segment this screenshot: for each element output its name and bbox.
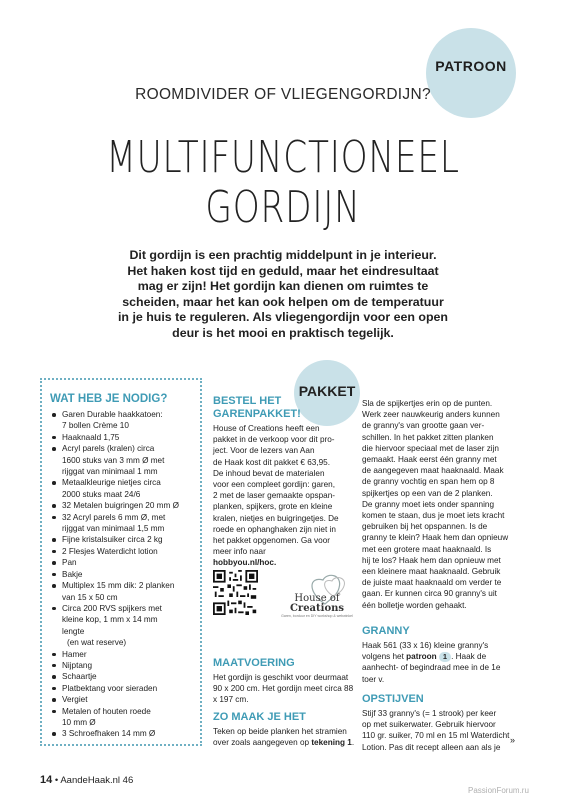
patroon-badge-label: PATROON [435,58,507,74]
intro-line: deur is het mooi en praktisch tegelijk. [172,325,394,340]
materials-item [52,477,198,500]
materials-item [52,671,198,682]
pakket-line: roede en ophanghaken zijn niet in [213,524,336,534]
materials-item-line: Platbektang voor sieraden [62,683,158,693]
pakket-line: het pakket opgenomen. Ga voor [213,536,330,546]
materials-item-line: Schaartje [62,672,97,682]
instructions-line: met een grotere maat haaknaald. Is [362,544,492,554]
materials-item-line: Vergiet [62,695,88,705]
materials-item-line: 2000 stuks maat 24/6 [62,489,141,499]
bullet-icon [52,664,56,668]
materials-note: (en wat reserve) [67,638,127,648]
bullet-icon [52,584,56,588]
pakket-badge-label: PAKKET [298,383,356,399]
granny-text [362,640,522,685]
materials-item [52,443,198,477]
instructions-line: gebruiken bij het opspannen. Is de [362,522,488,532]
materials-item-line: van 15 x 50 cm [62,592,118,602]
pakket-line: House of Creations heeft een [213,424,320,433]
materials-item-line: lengte [62,626,85,636]
materials-item-line: 2 Flesjes Waterdicht lotion [62,546,158,556]
materials-item-line: 1600 stuks van 3 mm Ø met [62,455,165,465]
instructions-line: een kleinere maat haaknaald. Gebruik [362,567,501,577]
pakket-line: de Haak kost dit pakket € 63,95. [213,457,330,467]
instructions-line: de juiste maat haaknaald om verder te [362,578,502,588]
materials-heading: WAT HEB JE NODIG? [50,393,168,405]
materials-item [52,569,198,580]
page-footer [40,774,133,786]
watermark: PassionForum.ru [468,786,529,795]
granny-line-part: volgens het [362,652,407,662]
granny-pattern-ref: patroon [406,652,437,662]
pakket-heading-line: GARENPAKKET! [213,407,301,420]
materials-item [52,580,198,603]
materials-item [52,728,198,739]
bullet-icon [52,687,56,691]
continue-arrow-icon: » [510,735,516,745]
article-kicker: ROOMDIVIDER OF VLIEGENGORDIJN? [135,86,431,103]
instructions-line: Werk zeer nauwkeurig anders kunnen [362,410,500,420]
qr-code-icon[interactable] [213,570,258,615]
bullet-icon [52,447,56,451]
pakket-line: pakket in de verkoop voor dit pro- [213,435,335,445]
pakket-heading-line: BESTEL HET [213,395,282,407]
zo-maak-drawing-ref: tekening 1 [311,738,352,747]
intro-line: Het haken kost tijd en geduld, maar het eindresultaat [127,263,439,278]
instructions-line: die hiervoor speciaal met de laser zijn [362,443,499,453]
materials-item-line: Haaknaald 1,75 [62,432,120,442]
logo-line: Creations [289,603,345,614]
intro-line: Dit gordijn is een prachtig middelpunt in je interieur. [129,248,437,262]
page-number: 14 [40,774,53,786]
materials-item [52,694,198,705]
maatvoering-heading: MAATVOERING [213,657,295,669]
bullet-icon [52,481,56,485]
bullet-icon [52,413,56,417]
pakket-line: meer info naar [213,547,266,557]
materials-item-line: kleine kop, 1 mm x 14 mm [62,615,158,625]
materials-item-line: Acryl parels (kralen) circa [62,444,155,454]
bullet-icon [52,573,56,577]
granny-line-part: . Haak de [451,652,487,662]
bullet-icon [52,561,56,565]
intro-line: in je huis te reguleren. Als vliegengordijn voor een open [117,310,449,325]
instructions-line: de granny's van grootte gaan ver- [362,421,485,431]
zo-maak-line-part: . [351,738,355,747]
materials-item [52,432,198,443]
bullet-icon [52,538,56,542]
instructions-line: de aangegeven maat haaknaald. Maak [362,466,504,476]
maatvoering-text [213,672,358,706]
footer-bullet: • [54,775,59,786]
zo-maak-text [213,726,358,737]
granny-line [362,651,522,662]
granny-line: Haak 561 (33 x 16) kleine granny's [362,641,489,650]
materials-item-line: Metaalkleurige nietjes circa [62,478,161,488]
materials-item [52,660,198,671]
instructions-text [362,398,522,611]
materials-item-line: Pan [62,558,77,568]
opstijven-line: op met suikerwater. Gebruik hiervoor [362,720,496,730]
materials-item-line: 32 Acryl parels 6 mm Ø, met [62,512,166,522]
bullet-icon [52,436,56,440]
bullet-icon [52,516,56,520]
article-title-line-2: GORDIJN [205,182,361,233]
materials-item-line: Multiplex 15 mm dik: 2 planken [62,581,175,591]
pattern-step-pill: 1 [439,652,451,662]
bullet-icon [52,550,56,554]
materials-item-line: rijggat van minimaal 1 mm [62,467,158,477]
zo-maak-line-part: over zoals aangegeven op [213,738,312,747]
materials-item-line: Metalen of houten roede [62,706,151,716]
materials-item-line: 3 Schroefhaken 14 mm Ø [62,729,156,739]
opstijven-text [362,708,522,753]
bullet-icon [52,698,56,702]
materials-item [52,409,198,432]
article-title-line-1: MULTIFUNCTIONEEL [106,132,460,183]
instructions-line: schillen. In het pakket zitten planken [362,432,494,442]
maatvoering-line: Het gordijn is geschikt voor deurmaat [213,673,349,682]
logo-line: House of [294,593,340,604]
instructions-line: spijkertjes op een van de 2 planken. [362,488,493,498]
instructions-line: komen te staan, dus je moet iets kracht [362,511,505,521]
materials-item-line: Nijptang [62,660,93,670]
zo-maak-heading: ZO MAAK JE HET [213,711,306,723]
instructions-line: gaan. Er kunnen circa 90 granny's uit [362,589,497,599]
pakket-line: De inhoud bevat de materialen [213,468,325,478]
materials-item [52,534,198,545]
materials-item [52,512,198,535]
materials-item-line: Garen Durable haakkatoen: [62,410,163,419]
materials-item [52,683,198,694]
materials-item [52,500,198,511]
materials-list [52,409,198,740]
instructions-line: één bolletje worden gehaakt. [362,600,467,610]
instructions-line: Sla de spijkertjes erin op de punten. [362,399,493,408]
materials-item-line: Hamer [62,649,87,659]
granny-heading: GRANNY [362,625,410,637]
materials-item [52,649,198,660]
materials-item-line: Fijne kristalsuiker circa 2 kg [62,535,163,545]
pakket-line: voor een compleet gordijn: garen, [213,480,335,490]
issue-label: AandeHaak.nl 46 [60,775,134,786]
pakket-link-suffix: . [273,558,277,568]
materials-item [52,546,198,557]
instructions-line: granny te klein? Haak hem dan opnieuw [362,533,509,543]
pakket-text [213,423,353,569]
intro-line: scheiden, maar het kan ook helpen om de temperatuur [122,294,444,309]
materials-item [52,557,198,568]
materials-item-line: 32 Metalen buigringen 20 mm Ø [62,501,179,511]
bullet-icon [52,675,56,679]
materials-item-line: Bakje [62,569,83,579]
logo-subtitle: Garen, borduur en DIY workshop & webwinkel [281,614,353,618]
maatvoering-line: 90 x 200 cm. Het gordijn meet circa 88 [213,684,354,694]
pakket-heading [213,395,301,420]
bullet-icon [52,653,56,657]
materials-item-line: 7 bollen Crème 10 [62,421,129,431]
pakket-line: planken, spijkers, grote en kleine [213,502,333,512]
logo-wordmark [280,594,354,614]
pakket-line: 2 met de laser gemaakte opspan- [213,491,335,501]
materials-item-line: 10 mm Ø [62,717,96,727]
bullet-icon [52,732,56,736]
opstijven-heading: OPSTIJVEN [362,693,424,705]
opstijven-line: Stijf 33 granny's (= 1 strook) per keer [362,709,497,718]
opstijven-line: Lotion. Pas dit recept alleen aan als je [362,742,501,752]
pakket-line: ject. Voor de lezers van Aan [213,446,315,456]
granny-line: toer v. [362,674,385,684]
materials-item [52,706,198,729]
instructions-line: de granny vochtig en span hem op 8 [362,477,495,487]
instructions-line: De granny moet iets onder spanning [362,499,494,509]
article-intro [78,248,488,342]
materials-item-line: Circa 200 RVS spijkers met [62,603,162,613]
instructions-line: gemaakt. Haak eerst één granny met [362,455,497,465]
zo-maak-line-2 [213,737,358,748]
zo-maak-line: Teken op beide planken het stramien [213,727,347,736]
instructions-line: hij te los? Haak hem dan opnieuw met [362,555,501,565]
materials-item-line: rijggat van minimaal 1,5 mm [62,524,165,534]
opstijven-line: 110 gr. suiker, 70 ml en 15 ml Waterdicht [362,731,510,741]
bullet-icon [52,607,56,611]
granny-line: aanhecht- of begindraad mee in de 1e [362,663,501,673]
maatvoering-line: x 197 cm. [213,695,249,705]
pakket-link[interactable]: hobbyou.nl/hoc [213,558,274,568]
materials-item [52,603,198,637]
intro-line: mag er zijn! Het gordijn kan dienen om ruimtes te [137,279,429,294]
bullet-icon [52,504,56,508]
bullet-icon [52,710,56,714]
pakket-line: kralen, nietjes en buigringetjes. De [213,513,339,523]
